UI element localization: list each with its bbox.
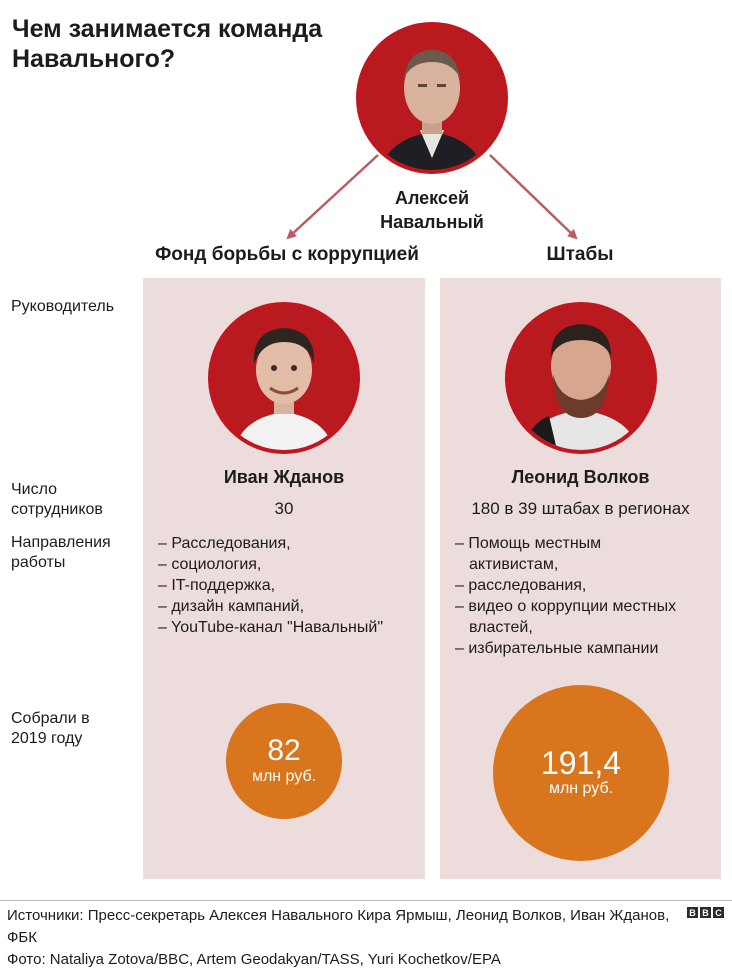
arrow-left <box>290 155 378 236</box>
page-title: Чем занимается команда Навального? <box>12 15 323 73</box>
fbk-raised-unit: млн руб. <box>251 768 317 785</box>
volkov-portrait <box>505 302 657 454</box>
list-item: – видео о коррупции местных властей, <box>455 598 677 636</box>
sources-text: Источники: Пресс-секретарь Алексея Навального Кира Ярмыш, Леонид Волков, Иван Жданов, ФБК <box>7 907 670 946</box>
hq-directions-list <box>455 533 715 659</box>
hq-heading: Штабы <box>546 244 614 265</box>
bbc-logo <box>687 907 724 918</box>
arrow-right <box>490 155 574 236</box>
zhdanov-portrait <box>208 302 360 454</box>
list-item: – избирательные кампании <box>455 640 659 657</box>
fbk-heading: Фонд борьбы с коррупцией <box>155 244 419 265</box>
photo-credits: Фото: Nataliya Zotova/BBC, Artem Geodakyan/TASS, Yuri Kochetkov/EPA <box>7 951 501 968</box>
list-item: – расследования, <box>455 577 587 594</box>
org-arrows <box>0 0 732 260</box>
hq-raised-circle <box>493 685 669 861</box>
fbk-staff-count: 30 <box>274 499 294 518</box>
list-item: – социология, <box>158 556 262 573</box>
hq-head-name: Леонид Волков <box>511 467 650 487</box>
bbc-logo-block: B <box>687 907 698 918</box>
fbk-raised-value: 82 <box>267 734 301 767</box>
label-head: Руководитель <box>11 298 115 315</box>
footer-text <box>7 905 687 971</box>
list-item: – YouTube-канал "Навальный" <box>158 619 383 636</box>
fbk-directions-list <box>158 533 420 638</box>
list-item: – Помощь местным активистам, <box>455 535 602 573</box>
fbk-raised-circle <box>226 703 342 819</box>
hq-raised-unit: млн руб. <box>548 780 614 797</box>
label-staff: Число сотрудников <box>11 481 103 518</box>
bbc-logo-block: B <box>700 907 711 918</box>
leader-name: Алексей Навальный <box>380 188 484 232</box>
list-item: – дизайн кампаний, <box>158 598 305 615</box>
list-item: – IT-поддержка, <box>158 577 276 594</box>
list-item: – Расследования, <box>158 535 291 552</box>
fbk-head-name: Иван Жданов <box>223 467 345 487</box>
label-raised: Собрали в 2019 году <box>11 710 90 747</box>
label-directions: Направления работы <box>11 534 111 571</box>
bbc-logo-block: C <box>713 907 724 918</box>
hq-raised-value: 191,4 <box>540 745 622 781</box>
hq-staff-count: 180 в 39 штабах в регионах <box>471 499 690 518</box>
